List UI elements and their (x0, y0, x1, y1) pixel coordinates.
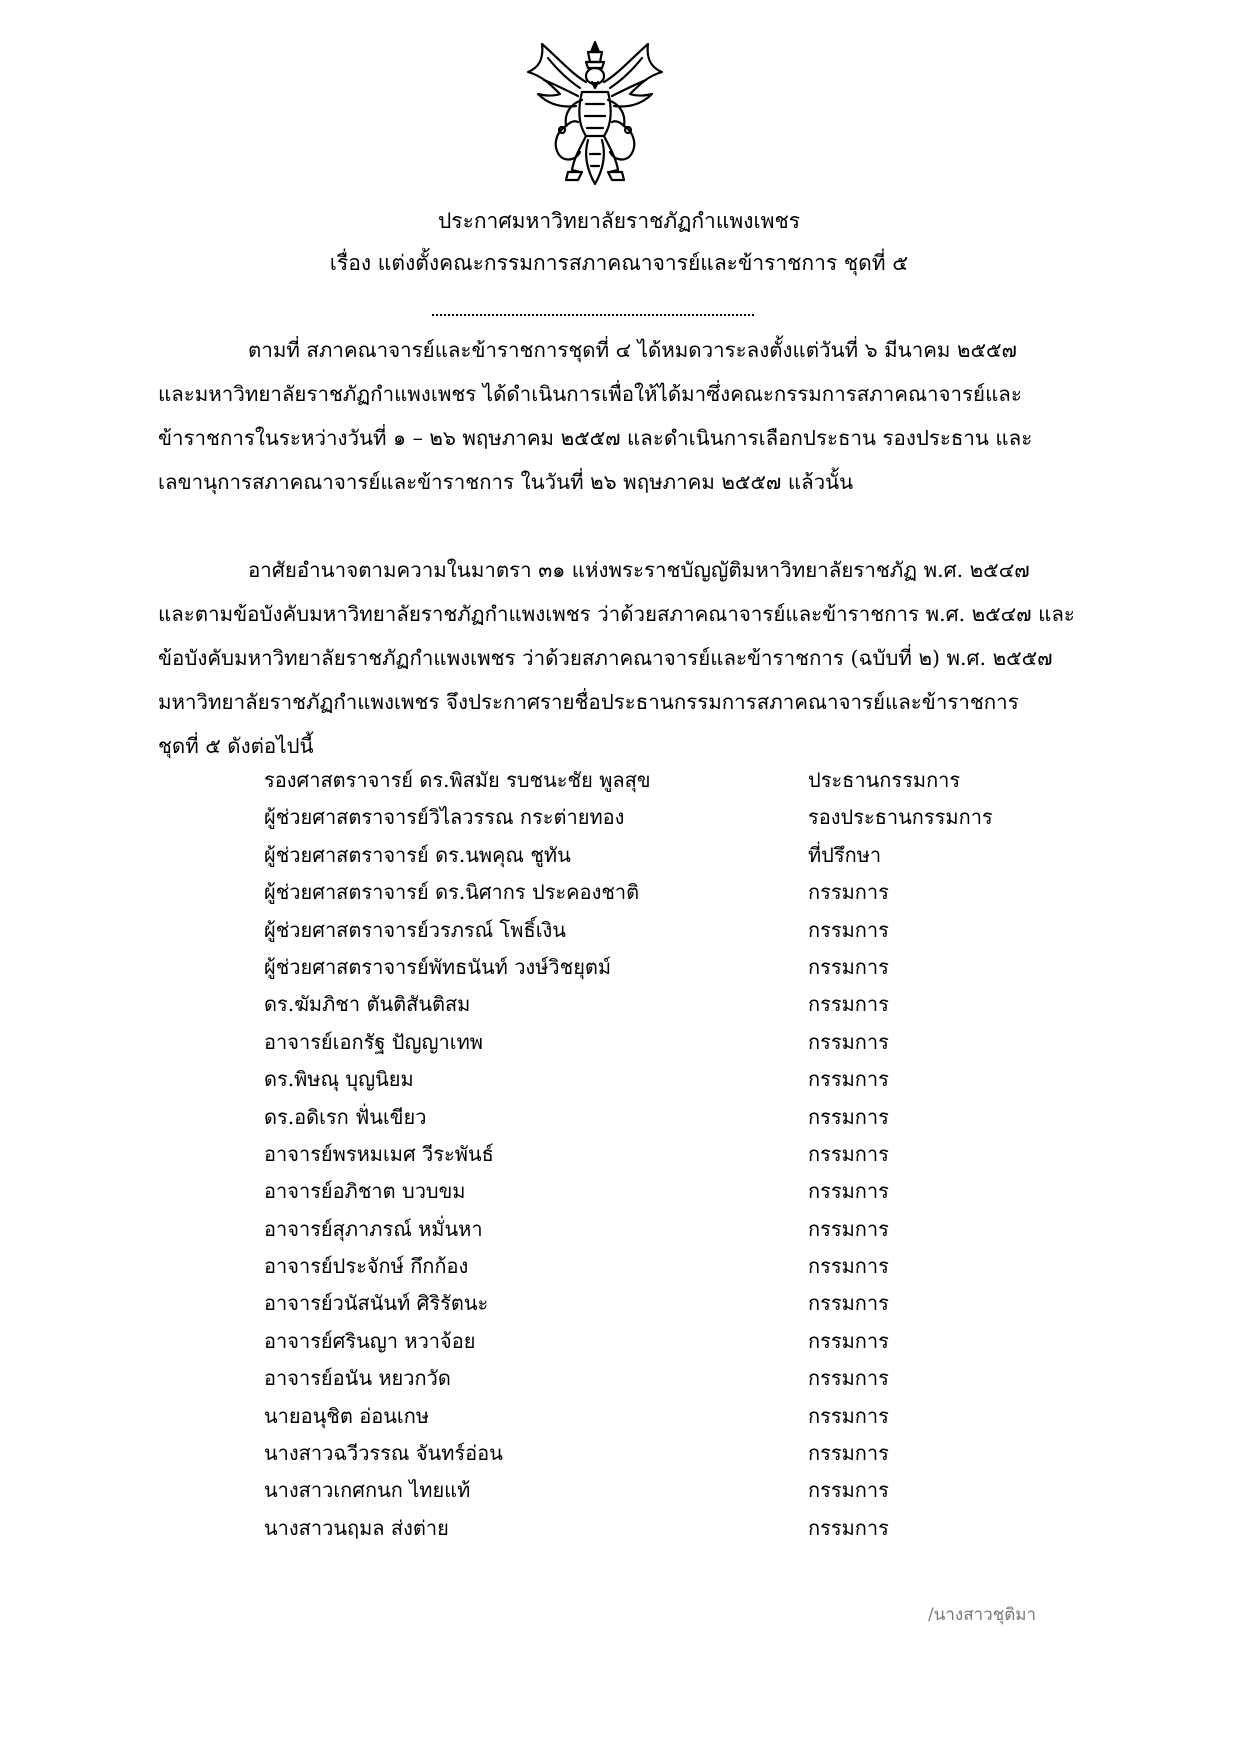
member-name: ผู้ช่วยศาสตราจารย์ ดร.นพคุณ ชูทัน (264, 842, 571, 867)
list-item (264, 1061, 1054, 1098)
list-item (264, 1435, 1054, 1472)
paragraph-line: ข้อบังคับมหาวิทยาลัยราชภัฏกำแพงเพชร ว่าด้วยสภาคณาจารย์และข้าราชการ (ฉบับที่ ๒) พ.ศ. ๒๕๕๗ (158, 646, 1053, 670)
list-item (264, 1173, 1054, 1210)
paragraph-line: และตามข้อบังคับมหาวิทยาลัยราชภัฏกำแพงเพชร ว่าด้วยสภาคณาจารย์และข้าราชการ พ.ศ. ๒๕๔๗ และ (158, 602, 1075, 626)
list-item (264, 1248, 1054, 1285)
member-name: อาจารย์วนัสนันท์ ศิริรัตนะ (264, 1291, 489, 1316)
member-name: นายอนุชิต อ่อนเกษ (264, 1403, 430, 1428)
member-name: ดร.อดิเรก ฟั่นเขียว (264, 1104, 427, 1129)
list-item (264, 986, 1054, 1023)
member-role: กรรมการ (808, 1067, 889, 1092)
member-role: ประธานกรรมการ (808, 768, 961, 792)
list-item (264, 799, 1054, 836)
member-name: อาจารย์สุภาภรณ์ หมั่นหา (264, 1216, 483, 1241)
list-item (264, 1472, 1054, 1509)
member-name: รองศาสตราจารย์ ดร.พิสมัย รบชนะชัย พูลสุข (264, 768, 651, 792)
member-role: กรรมการ (808, 992, 889, 1017)
member-role: กรรมการ (808, 1104, 889, 1129)
member-name: อาจารย์พรหมเมศ วีระพันธ์ (264, 1141, 494, 1166)
member-role: กรรมการ (808, 1141, 889, 1166)
member-name: ผู้ช่วยศาสตราจารย์วรภรณ์ โพธิ์เงิน (264, 917, 566, 942)
member-role: กรรมการ (808, 1328, 889, 1353)
member-role: กรรมการ (808, 1478, 889, 1503)
member-role: กรรมการ (808, 954, 889, 979)
committee-member-list (264, 762, 1054, 1547)
list-item (264, 1024, 1054, 1061)
member-name: อาจารย์เอกรัฐ ปัญญาเทพ (264, 1029, 483, 1054)
list-item (264, 874, 1054, 911)
member-role: กรรมการ (808, 917, 889, 942)
list-item (264, 1099, 1054, 1136)
member-name: นางสาวเกศกนก ไทยแท้ (264, 1478, 471, 1503)
list-item (264, 1323, 1054, 1360)
list-item (264, 949, 1054, 986)
garuda-emblem-icon (520, 38, 670, 193)
member-role: กรรมการ (808, 1254, 889, 1279)
member-name: อาจารย์ประจักษ์ กึกก้อง (264, 1254, 469, 1279)
preamble-paragraph (158, 328, 1060, 504)
member-name: นางสาวฉวีวรรณ จันทร์อ่อน (264, 1441, 503, 1466)
member-role: กรรมการ (808, 1403, 889, 1428)
authority-paragraph (158, 548, 1075, 768)
list-item (264, 1211, 1054, 1248)
member-name: อาจารย์อภิชาต บวบขม (264, 1179, 466, 1204)
list-item (264, 1136, 1054, 1173)
member-name: ดร.ฆัมภิชา ตันติสันติสม (264, 992, 471, 1017)
paragraph-line: มหาวิทยาลัยราชภัฏกำแพงเพชร จึงประกาศรายชื่อประธานกรรมการสภาคณาจารย์และข้าราชการ (158, 690, 1019, 714)
member-name: อาจารย์ศรินญา หวาจ้อย (264, 1328, 476, 1353)
list-item (264, 912, 1054, 949)
paragraph-line: ชุดที่ ๕ ดังต่อไปนี้ (158, 734, 314, 758)
member-role: กรรมการ (808, 1291, 889, 1316)
paragraph-line: เลขานุการสภาคณาจารย์และข้าราชการ ในวันที่ ๒๖ พฤษภาคม ๒๕๕๗ แล้วนั้น (158, 470, 854, 494)
list-item (264, 1285, 1054, 1322)
member-name: ดร.พิษณุ บุญนิยม (264, 1067, 414, 1092)
paragraph-line: และมหาวิทยาลัยราชภัฏกำแพงเพชร ได้ดำเนินการเพื่อให้ได้มาซึ่งคณะกรรมการสภาคณาจารย์และ (158, 382, 1022, 406)
member-role: กรรมการ (808, 1029, 889, 1054)
member-name: ผู้ช่วยศาสตราจารย์พัทธนันท์ วงษ์วิชยุตม์ (264, 954, 612, 979)
list-item (264, 1510, 1054, 1547)
member-role: กรรมการ (808, 1179, 889, 1204)
list-item (264, 762, 1054, 799)
announcement-title: ประกาศมหาวิทยาลัยราชภัฏกำแพงเพชร (437, 209, 801, 233)
member-name: นางสาวนฤมล ส่งต่าย (264, 1515, 449, 1540)
member-role: กรรมการ (808, 1441, 889, 1466)
member-role: ที่ปรึกษา (808, 842, 882, 867)
paragraph-line: อาศัยอำนาจตามความในมาตรา ๓๑ แห่งพระราชบัญญัติมหาวิทยาลัยราชภัฏ พ.ศ. ๒๕๔๗ (248, 558, 1030, 582)
member-name: อาจารย์อนัน หยวกวัด (264, 1366, 451, 1391)
paragraph-line: ตามที่ สภาคณาจารย์และข้าราชการชุดที่ ๔ ได้หมดวาระลงตั้งแต่วันที่ ๖ มีนาคม ๒๕๕๗ (248, 338, 1017, 362)
announcement-subject: เรื่อง แต่งตั้งคณะกรรมการสภาคณาจารย์และข้าราชการ ชุดที่ ๕ (329, 251, 909, 275)
continuation-marker: /นางสาวชุติมา (928, 1605, 1036, 1625)
member-name: ผู้ช่วยศาสตราจารย์ ดร.นิศากร ประคองชาติ (264, 880, 640, 905)
member-role: กรรมการ (808, 1515, 889, 1540)
list-item (264, 837, 1054, 874)
member-role: รองประธานกรรมการ (808, 805, 993, 830)
member-role: กรรมการ (808, 880, 889, 905)
member-role: กรรมการ (808, 1366, 889, 1391)
paragraph-line: ข้าราชการในระหว่างวันที่ ๑ – ๒๖ พฤษภาคม ๒๕๕๗ และดำเนินการเลือกประธาน รองประธาน และ (158, 426, 1033, 450)
list-item (264, 1360, 1054, 1397)
dotted-separator (432, 314, 754, 316)
member-name: ผู้ช่วยศาสตราจารย์วิไลวรรณ กระต่ายทอง (264, 805, 625, 830)
list-item (264, 1398, 1054, 1435)
member-role: กรรมการ (808, 1216, 889, 1241)
